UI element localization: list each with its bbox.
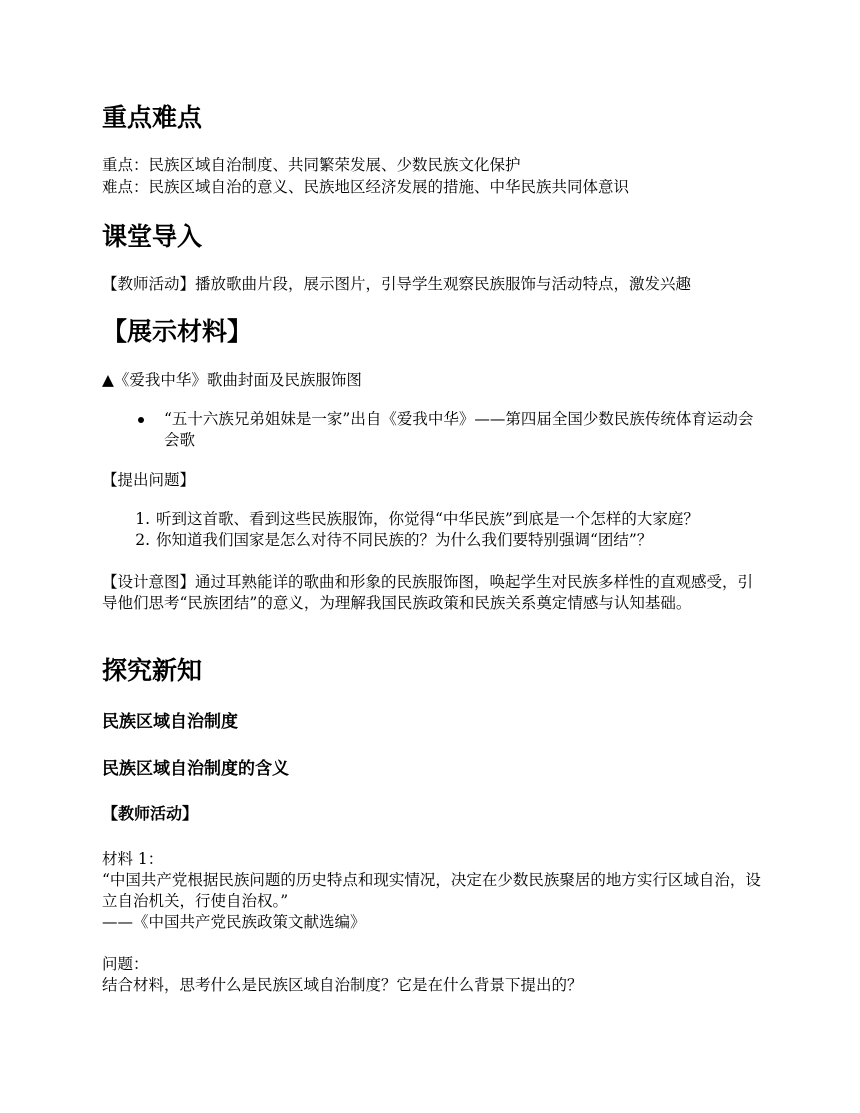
material-label: 材料 1： bbox=[102, 850, 164, 868]
intro-teacher-activity: 【教师活动】播放歌曲片段，展示图片，引导学生观察民族服饰与活动特点，激发兴趣 bbox=[102, 275, 692, 293]
materials-caption: ▲《爱我中华》歌曲封面及民族服饰图 bbox=[102, 371, 362, 389]
material-quote: “中国共产党根据民族问题的历史特点和现实情况，决定在少数民族聚居的地方实行区域自治，设立自治机关，行使自治权。” bbox=[102, 871, 761, 910]
materials-bullet-list bbox=[134, 409, 764, 451]
focus-points: 重点：民族区域自治制度、共同繁荣发展、少数民族文化保护 bbox=[102, 156, 521, 174]
list-item: 1. 听到这首歌、看到这些民族服饰，你觉得“中华民族”到底是一个怎样的大家庭？ bbox=[135, 510, 699, 528]
heading-intro: 课堂导入 bbox=[102, 222, 203, 251]
difficulty-points: 难点：民族区域自治的意义、民族地区经济发展的措施、中华民族共同体意识 bbox=[102, 178, 630, 196]
design-intent: 【设计意图】通过耳熟能详的歌曲和形象的民族服饰图，唤起学生对民族多样性的直观感受，引导他们思考“民族团结”的意义，为理解我国民族政策和民族关系奠定情感与认知基础。 bbox=[102, 573, 754, 612]
questions-label: 【提出问题】 bbox=[102, 471, 196, 489]
question-text: 结合材料，思考什么是民族区域自治制度？它是在什么背景下提出的？ bbox=[102, 976, 583, 994]
heading-materials: 【展示材料】 bbox=[102, 317, 253, 346]
list-item: “五十六族兄弟姐妹是一家”出自《爱我中华》——第四届全国少数民族传统体育运动会会歌 bbox=[134, 409, 764, 451]
teacher-activity-label: 【教师活动】 bbox=[102, 804, 199, 823]
subheading-autonomy-meaning: 民族区域自治制度的含义 bbox=[102, 759, 289, 779]
question-label: 问题： bbox=[102, 955, 149, 973]
subheading-autonomy-system: 民族区域自治制度 bbox=[102, 712, 238, 732]
heading-key-points: 重点难点 bbox=[102, 103, 203, 132]
heading-explore: 探究新知 bbox=[102, 656, 203, 685]
material-source: ——《中国共产党民族政策文献选编》 bbox=[102, 913, 366, 931]
list-item: 2. 你知道我们国家是怎么对待不同民族的？为什么我们要特别强调“团结”？ bbox=[135, 531, 653, 549]
questions-list bbox=[126, 509, 764, 551]
